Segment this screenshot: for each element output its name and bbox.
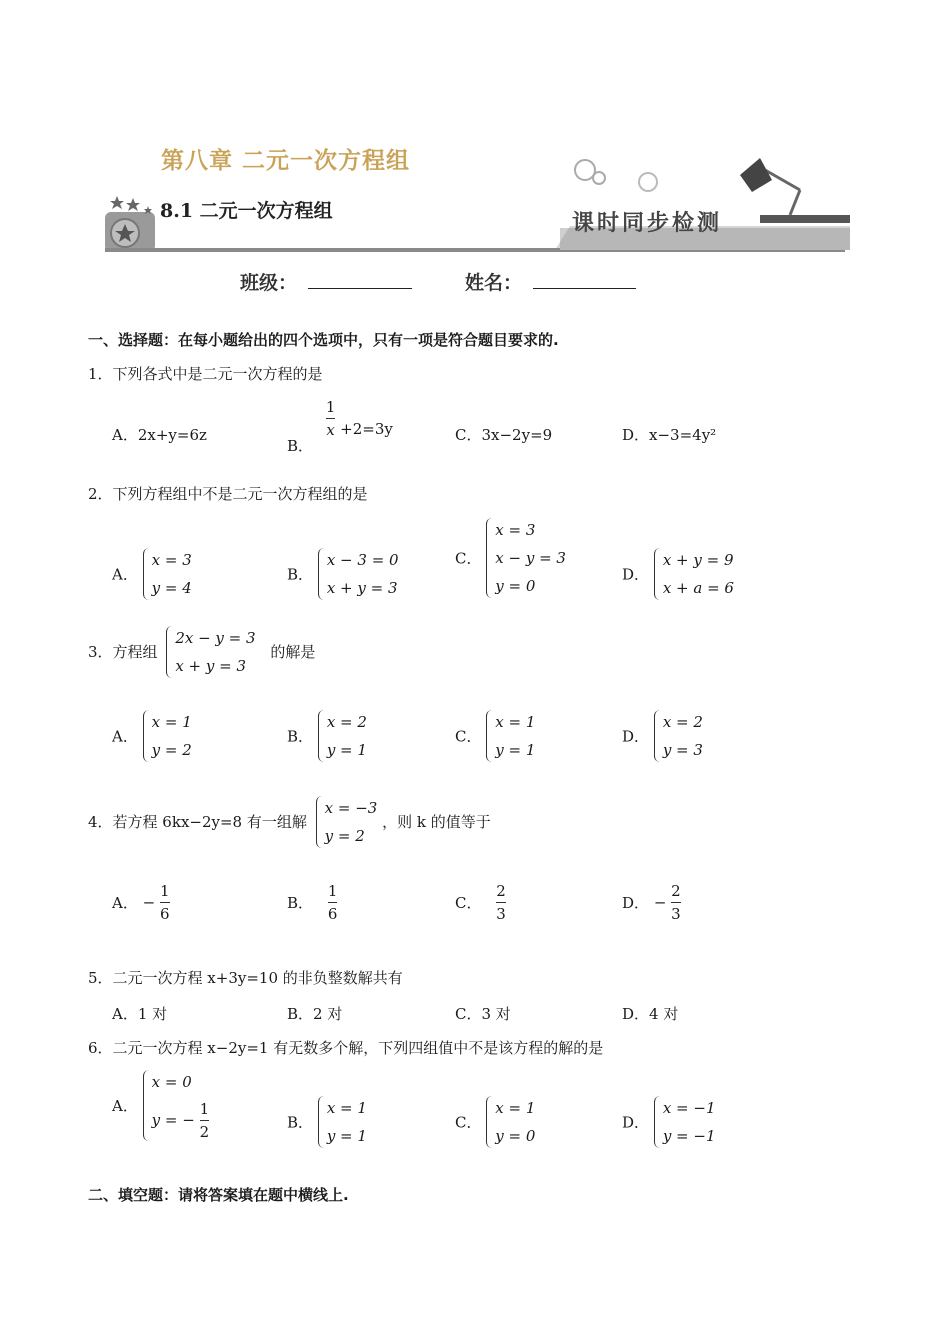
q2-b-system: [318, 546, 399, 602]
q1-option-d[interactable]: D．x−3=4y²: [622, 426, 717, 444]
q3-b-system: [318, 708, 367, 764]
q4-a-fraction: [160, 880, 170, 925]
q5-option-d[interactable]: D．4 对: [622, 1005, 679, 1023]
q4-d-fraction: [671, 880, 681, 925]
q4-d-den: 3: [671, 902, 681, 925]
q6-d-l1: x = −1: [662, 1099, 716, 1117]
q4-sys-l2: y = 2: [324, 827, 365, 845]
q6-b-l2: y = 1: [326, 1127, 367, 1145]
q3-stem-prefix: 3．方程组: [88, 643, 158, 661]
q3-option-c[interactable]: [455, 708, 535, 764]
q6-a-fraction: [200, 1098, 210, 1143]
q4-c-fraction: [496, 880, 506, 925]
q3-d-label: D．: [622, 727, 650, 746]
q3-d-l2: y = 3: [662, 741, 703, 759]
q2-option-d[interactable]: [622, 546, 734, 602]
q5-option-a[interactable]: A．1 对: [112, 1005, 168, 1023]
q4-option-b[interactable]: [287, 880, 337, 925]
q3-c-l1: x = 1: [495, 713, 536, 731]
name-label: 姓名：: [465, 272, 523, 294]
q4-d-num: 2: [671, 882, 681, 900]
q2-stem: 2．下列方程组中不是二元一次方程组的是: [88, 485, 368, 503]
q2-a-label: A．: [112, 565, 138, 584]
q2-b-l2: x + y = 3: [326, 579, 398, 597]
q3-c-system: [486, 708, 535, 764]
q2-b-l1: x − 3 = 0: [326, 551, 399, 569]
q6-a-den: 2: [200, 1120, 210, 1143]
class-label: 班级：: [240, 272, 298, 294]
q4-d-label: D．: [622, 894, 650, 912]
q5-option-b[interactable]: B．2 对: [287, 1005, 343, 1023]
q3-b-l1: x = 2: [326, 713, 367, 731]
q2-c-l3: y = 0: [495, 577, 536, 595]
q2-d-l2: x + a = 6: [662, 579, 734, 597]
q1-b-fraction: [326, 396, 336, 441]
q1-b-label: B．: [287, 436, 314, 455]
q4-sys-l1: x = −3: [324, 799, 378, 817]
chapter-title: 第八章 二元一次方程组: [161, 148, 411, 174]
q5-stem: 5．二元一次方程 x+3y=10 的非负整数解共有: [88, 969, 403, 987]
section1-title: 一、选择题：在每小题给出的四个选项中，只有一项是符合题目要求的.: [88, 331, 559, 349]
banner-label: 课时同步检测: [572, 210, 723, 236]
q4-stem: [88, 794, 491, 850]
q3-c-l2: y = 1: [495, 741, 536, 759]
q3-b-l2: y = 1: [326, 741, 367, 759]
q4-a-sign: −: [142, 893, 156, 912]
q3-c-label: C．: [455, 727, 482, 746]
q3-a-system: [143, 708, 192, 764]
q6-stem: 6．二元一次方程 x−2y=1 有无数多个解，下列四组值中不是该方程的解的是: [88, 1039, 604, 1057]
class-field[interactable]: [308, 288, 412, 289]
q6-c-l1: x = 1: [495, 1099, 536, 1117]
q2-d-label: D．: [622, 565, 650, 584]
q4-c-num: 2: [496, 882, 506, 900]
q2-option-c[interactable]: [455, 516, 566, 600]
section2-title: 二、填空题：请将答案填在题中横线上.: [88, 1186, 349, 1204]
q2-option-a[interactable]: [112, 546, 192, 602]
q3-option-a[interactable]: [112, 708, 192, 764]
q4-stem-suffix: ，则 k 的值等于: [382, 813, 491, 831]
q3-b-label: B．: [287, 727, 314, 746]
q4-b-label: B．: [287, 894, 314, 912]
q4-c-label: C．: [455, 894, 482, 912]
q6-b-l1: x = 1: [326, 1099, 367, 1117]
q6-d-l2: y = −1: [662, 1127, 716, 1145]
q1-option-c[interactable]: C．3x−2y=9: [455, 426, 553, 444]
q2-a-l2: y = 4: [151, 579, 192, 597]
q2-c-label: C．: [455, 549, 482, 568]
q3-a-label: A．: [112, 727, 138, 746]
q4-stem-prefix: 4．若方程 6kx−2y=8 有一组解: [88, 813, 307, 831]
q6-b-label: B．: [287, 1113, 314, 1132]
q2-b-label: B．: [287, 565, 314, 584]
q5-option-c[interactable]: C．3 对: [455, 1005, 511, 1023]
q2-d-system: [654, 546, 734, 602]
q3-a-l2: y = 2: [151, 741, 192, 759]
q1-b-num: 1: [325, 398, 336, 416]
q6-c-l2: y = 0: [495, 1127, 536, 1145]
q4-option-c[interactable]: [455, 880, 506, 925]
q6-option-b[interactable]: [287, 1094, 367, 1150]
q4-system: [316, 794, 378, 850]
q6-d-system: [654, 1094, 716, 1150]
q1-option-a[interactable]: A．2x+y=6z: [112, 426, 207, 444]
q6-option-c[interactable]: [455, 1094, 535, 1150]
q1-b-rest: +2=3y: [340, 419, 393, 438]
q3-stem-suffix: 的解是: [270, 643, 316, 661]
q6-a-system: [143, 1068, 209, 1143]
q6-b-system: [318, 1094, 367, 1150]
q3-option-b[interactable]: [287, 708, 367, 764]
q4-option-a[interactable]: [112, 880, 170, 925]
q6-a-label: A．: [112, 1097, 138, 1115]
q4-option-d[interactable]: [622, 880, 681, 925]
q2-c-system: [486, 516, 566, 600]
q1-b-den: x: [326, 418, 336, 441]
q3-d-l1: x = 2: [662, 713, 703, 731]
q6-a-l2: [152, 1096, 209, 1143]
q4-c-den: 3: [496, 902, 506, 925]
q3-d-system: [654, 708, 703, 764]
q2-a-system: [143, 546, 192, 602]
q1-stem: 1．下列各式中是二元一次方程的是: [88, 365, 323, 383]
q6-d-label: D．: [622, 1113, 650, 1132]
q4-a-label: A．: [112, 894, 138, 912]
q2-option-b[interactable]: [287, 546, 399, 602]
name-field[interactable]: [533, 288, 636, 289]
q4-b-fraction: [328, 880, 338, 925]
q4-a-num: 1: [159, 882, 170, 900]
q2-d-l1: x + y = 9: [662, 551, 734, 569]
section-title: 8.1 二元一次方程组: [160, 200, 333, 222]
q6-option-d[interactable]: [622, 1094, 716, 1150]
q2-c-l1: x = 3: [495, 521, 536, 539]
q1-option-b[interactable]: [287, 396, 393, 455]
q6-a-num: 1: [199, 1099, 210, 1118]
q3-system: [166, 624, 255, 680]
q3-a-l1: x = 1: [151, 713, 192, 731]
q3-sys-l1: 2x − y = 3: [175, 629, 256, 647]
q4-a-den: 6: [160, 902, 170, 925]
q4-b-num: 1: [327, 882, 338, 900]
q6-c-system: [486, 1094, 535, 1150]
q2-c-l2: x − y = 3: [495, 549, 566, 567]
q6-c-label: C．: [455, 1113, 482, 1132]
q4-b-den: 6: [328, 902, 338, 925]
q3-option-d[interactable]: [622, 708, 703, 764]
q4-d-sign: −: [653, 893, 667, 912]
q2-a-l1: x = 3: [151, 551, 192, 569]
q3-sys-l2: x + y = 3: [175, 657, 247, 675]
q6-a-l2-prefix: y = −: [151, 1111, 195, 1129]
q6-a-l1: x = 0: [151, 1073, 192, 1091]
q3-stem: [88, 624, 315, 680]
q6-option-a[interactable]: [112, 1068, 209, 1143]
